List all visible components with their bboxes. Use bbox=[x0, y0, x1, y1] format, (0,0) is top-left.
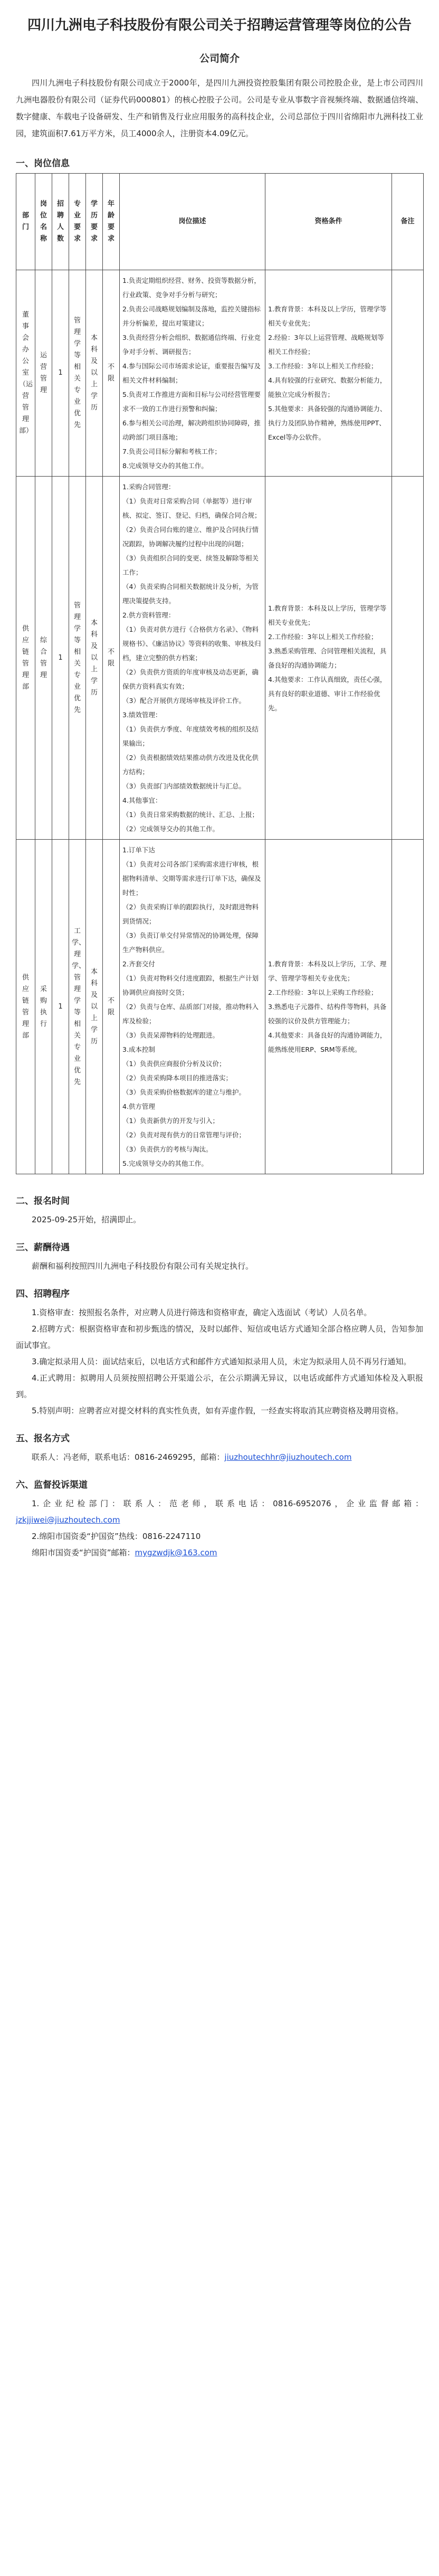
duty-line: （3）负责组织合同的变更、续签及解除等相关工作； bbox=[122, 554, 259, 576]
duty-line: （3）负责订单交付异常情况的协调处理，保障生产物料供应。 bbox=[122, 931, 259, 954]
requirement-line: 1.教育背景：本科及以上学历，管理学等相关专业优先； bbox=[268, 305, 387, 327]
section-1-heading: 一、岗位信息 bbox=[16, 158, 70, 169]
num-cell: 1 bbox=[52, 270, 69, 477]
post-cell: 采购执行 bbox=[35, 840, 52, 1174]
duty-line: 6.参与相关公司治理，解决跨组织协同障碍，推动跨部门项目落地； bbox=[122, 419, 261, 441]
sasac-email-link[interactable]: mygzwdjk@163.com bbox=[135, 1548, 217, 1557]
section-3-heading: 三、薪酬待遇 bbox=[16, 1242, 70, 1253]
procedure-item: 5.特别声明：应聘者应对提交材料的真实性负责，如有弄虚作假，一经查实将取消其应聘资格及聘用资格。 bbox=[32, 1406, 404, 1415]
requirement-line: 3.熟悉采购管理、合同管理相关流程，具备良好的沟通协调能力； bbox=[268, 647, 387, 669]
dept-cell: 供应链管理部 bbox=[16, 840, 35, 1174]
duty-line: 1.负责定期组织经营、财务、投资等数据分析，行业政策、竞争对手分析与研究； bbox=[122, 277, 261, 299]
duty-line: 4.参与国际公司市场需求论证，重要报告编写及相关文件材料编制； bbox=[122, 362, 261, 384]
duty-line: 3.绩效管理： bbox=[122, 711, 162, 719]
duties-cell bbox=[120, 840, 265, 1174]
duty-line: 1.订单下达 bbox=[122, 846, 155, 854]
duty-line: 3.成本控制 bbox=[122, 1045, 155, 1053]
post-cell: 运营管理 bbox=[35, 270, 52, 477]
contact-line bbox=[16, 1449, 423, 1466]
requirement-line: 1.教育背景：本科及以上学历，工学、理学、管理学等相关专业优先； bbox=[268, 960, 387, 982]
duty-line: （3）负责采购价格数据库的建立与维护。 bbox=[122, 1088, 245, 1096]
duty-line: 8.完成领导交办的其他工作。 bbox=[122, 462, 208, 470]
section-2 bbox=[16, 1193, 423, 1561]
dept-cell: 董事会办公室（运营管理部） bbox=[16, 270, 35, 477]
job-table bbox=[16, 173, 424, 1174]
duty-line: （2）负责合同台账的建立、维护及合同执行情况跟踪，协调解决履约过程中出现的问题； bbox=[122, 526, 259, 548]
section-4-heading: 四、招聘程序 bbox=[16, 1289, 70, 1299]
duties-cell bbox=[120, 270, 265, 477]
header-cell: 年龄要求 bbox=[103, 174, 120, 270]
duty-line: （1）负责对日常采购合同（单据等）进行审核、拟定、签订、登记、归档，确保合同合规； bbox=[122, 497, 261, 519]
requirement-line: 4.具有较强的行业研究、数据分析能力，能独立完成分析报告； bbox=[268, 376, 387, 398]
note-cell bbox=[392, 270, 424, 477]
header-cell: 资格条件 bbox=[265, 174, 392, 270]
num-cell: 1 bbox=[52, 840, 69, 1174]
duty-line: （3）负责供方的考核与淘汰。 bbox=[122, 1145, 213, 1153]
section-5-heading: 五、报名方式 bbox=[16, 1433, 70, 1444]
duty-line: （2）负责采购降本项目的推进落实； bbox=[122, 1074, 232, 1082]
dept-cell: 供应链管理部 bbox=[16, 477, 35, 840]
duty-line: （1）负责对公司各部门采购需求进行审核，根据物料清单、交期等需求进行订单下达，确保及时性； bbox=[122, 860, 261, 897]
age-cell: 不限 bbox=[103, 477, 120, 840]
duty-line: （1）负责对物料交付进度跟踪，根据生产计划协调供应商按时交货； bbox=[122, 974, 259, 996]
major-cell: 管理学等相关专业优先 bbox=[69, 477, 86, 840]
duty-line: 5.完成领导交办的其他工作。 bbox=[122, 1159, 208, 1167]
table-row bbox=[16, 477, 424, 840]
requirements-cell bbox=[265, 840, 392, 1174]
table-header-row bbox=[16, 174, 424, 270]
procedure-item: 4.正式聘用：拟聘用人员须按照招聘公开渠道公示，在公示期满无异议，以电话或邮件方式通知体检及入职报到。 bbox=[16, 1373, 423, 1399]
requirement-line: 5.其他要求：具备较强的沟通协调能力、执行力及团队协作精神，熟练使用PPT、Excel等办公软件。 bbox=[268, 405, 387, 441]
procedure-item: 3.确定拟录用人员：面试结束后，以电话方式和邮件方式通知拟录用人员，未定为拟录用人员不再另行通知。 bbox=[32, 1357, 412, 1366]
section-2-heading: 二、报名时间 bbox=[16, 1196, 70, 1206]
duty-line: 1.采购合同管理： bbox=[122, 483, 175, 491]
duty-line: 2.供方资料管理： bbox=[122, 611, 175, 619]
table-row bbox=[16, 270, 424, 477]
duties-cell bbox=[120, 477, 265, 840]
duty-line: 2.齐套交付 bbox=[122, 960, 155, 968]
procedure-item: 2.招聘方式：根据资格审查和初步甄选的情况，及时以邮件、短信或电话方式通知全部合格应聘人员，告知参加面试事宜。 bbox=[16, 1324, 423, 1350]
header-cell: 专业要求 bbox=[69, 174, 86, 270]
note-cell bbox=[392, 840, 424, 1174]
duty-line: （2）负责根据绩效结果推动供方改进及优化供方结构； bbox=[122, 754, 259, 776]
table-row bbox=[16, 840, 424, 1174]
duty-line: （2）负责对现有供方的日常管理与评价； bbox=[122, 1131, 245, 1139]
duty-line: （3）配合开展供方现场审核及评价工作。 bbox=[122, 697, 245, 705]
discipline-email-link[interactable]: jzkjjiwei@jiuzhoutech.com bbox=[16, 1515, 120, 1525]
requirement-line: 3.工作经验：3年以上相关工作经验； bbox=[268, 362, 378, 370]
duty-line: 2.负责公司战略规划编制及落地，监控关键指标并分析偏差，提出对策建议； bbox=[122, 305, 261, 327]
num-cell: 1 bbox=[52, 477, 69, 840]
salary-text: 薪酬和福利按照四川九洲电子科技股份有限公司有关规定执行。 bbox=[32, 1261, 254, 1271]
header-cell: 岗位描述 bbox=[120, 174, 265, 270]
page-title: 四川九洲电子科技股份有限公司关于招聘运营管理等岗位的公告 bbox=[27, 17, 412, 33]
requirement-line: 2.工作经验：3年以上相关工作经验； bbox=[268, 632, 378, 641]
requirement-line: 4.其他要求：工作认真细致，责任心强，具有良好的职业道德、审计工作经验优先。 bbox=[268, 675, 387, 712]
requirement-line: 2.工作经验：3年以上采购工作经验； bbox=[268, 988, 378, 996]
requirement-line: 1.教育背景：本科及以上学历，管理学等相关专业优先； bbox=[268, 604, 387, 626]
procedure-item: 1.资格审查：按照报名条件，对应聘人员进行筛选和资格审查，确定入选面试（考试）人员名单。 bbox=[32, 1308, 372, 1317]
contact-text: 联系人：冯老师，联系电话：0816-2469295，邮箱： bbox=[32, 1452, 225, 1462]
duty-line: （2）完成领导交办的其他工作。 bbox=[122, 825, 219, 833]
duty-line: （2）负责与仓库、品质部门对接，推动物料入库及检验； bbox=[122, 1003, 259, 1025]
header-cell: 学历要求 bbox=[86, 174, 103, 270]
post-cell: 综合管理 bbox=[35, 477, 52, 840]
duty-line: （1）负责供方季度、年度绩效考核的组织及结果输出； bbox=[122, 725, 259, 747]
edu-cell: 本科及以上学历 bbox=[86, 270, 103, 477]
supervision-text-3: 绵阳市国资委“护国资”邮箱： bbox=[32, 1548, 135, 1557]
age-cell: 不限 bbox=[103, 270, 120, 477]
duty-line: （1）负责新供方的开发与引入； bbox=[122, 1117, 219, 1125]
supervision-text-1: 1.企业纪检部门：联系人：范老师，联系电话：0816-6952076，企业监督邮箱： bbox=[32, 1499, 423, 1508]
hr-email-link[interactable]: jiuzhoutechhr@jiuzhoutech.com bbox=[224, 1452, 352, 1462]
note-cell bbox=[392, 477, 424, 840]
duty-line: （1）负责对供方进行《合格供方名录》、《物料规格书》、《廉洁协议》等资料的收集、审核及归档，建立完整的供方档案； bbox=[122, 625, 261, 662]
edu-cell: 本科及以上学历 bbox=[86, 840, 103, 1174]
duty-line: 4.其他事宜： bbox=[122, 796, 162, 804]
requirement-line: 3.熟悉电子元器件、结构件等物料，具备较强的议价及供方管理能力； bbox=[268, 1003, 387, 1025]
supervision-line-1 bbox=[16, 1496, 423, 1528]
duty-line: （3）负责部门内部绩效数据统计与汇总。 bbox=[122, 782, 245, 790]
requirement-line: 2.经验：3年以上运营管理、战略规划等相关工作经验； bbox=[268, 334, 384, 356]
requirements-cell bbox=[265, 477, 392, 840]
major-cell: 管理学等相关专业优先 bbox=[69, 270, 86, 477]
header-cell: 部门 bbox=[16, 174, 35, 270]
signup-time: 2025-09-25开始，招满即止。 bbox=[32, 1215, 141, 1224]
header-cell: 招聘人数 bbox=[52, 174, 69, 270]
section-6-heading: 六、监督投诉渠道 bbox=[16, 1480, 88, 1490]
supervision-line-3 bbox=[16, 1545, 423, 1561]
supervision-line-2: 2.绵阳市国资委“护国资”热线：0816-2247110 bbox=[32, 1532, 201, 1541]
edu-cell: 本科及以上学历 bbox=[86, 477, 103, 840]
requirements-cell bbox=[265, 270, 392, 477]
major-cell: 工学、理学、管理学等相关专业优先 bbox=[69, 840, 86, 1174]
requirement-line: 4.其他要求：具备良好的沟通协调能力，能熟练使用ERP、SRM等系统。 bbox=[268, 1031, 387, 1053]
header-cell: 岗位名称 bbox=[35, 174, 52, 270]
duty-line: 5.负责对工作推进方面和目标与公司经营管理要求不一致的工作进行预警和纠偏； bbox=[122, 391, 261, 413]
duty-line: 7.负责公司目标分解和考核工作； bbox=[122, 448, 221, 455]
duty-line: （3）负责呆滞物料的处理跟进。 bbox=[122, 1031, 219, 1039]
header-cell: 备注 bbox=[392, 174, 424, 270]
duty-line: （4）负责采购合同相关数据统计及分析，为管理决策提供支持。 bbox=[122, 583, 259, 605]
intro-text: 四川九洲电子科技股份有限公司成立于2000年，是四川九洲投资控股集团有限公司控股企业，是上市公司四川九洲电器股份有限公司（证券代码000801）的核心控股子公司。公司是专业从事数字音视频终端、数据通信终端、数字健康、车载电子设备研发、生产和销售及行业应用服务的高科技企业，公司总部位于四川省绵阳市九洲科技工业园，建筑面积7.61万平方米，员工4000余人，注册资本4.09亿元。 bbox=[16, 78, 423, 138]
duty-line: （1）负责供应商报价分析及议价； bbox=[122, 1060, 226, 1068]
intro-heading: 公司简介 bbox=[199, 53, 240, 64]
duty-line: 3.负责经营分析会组织、数据通信终端、行业竞争对手分析、调研报告； bbox=[122, 334, 261, 356]
duty-line: （1）负责日常采购数据的统计、汇总、上报； bbox=[122, 811, 259, 819]
age-cell: 不限 bbox=[103, 840, 120, 1174]
duty-line: 4.供方管理 bbox=[122, 1102, 155, 1110]
duty-line: （2）负责供方资质的年度审核及动态更新，确保供方资料真实有效； bbox=[122, 668, 259, 690]
duty-line: （2）负责采购订单的跟踪执行，及时跟进物料到货情况； bbox=[122, 903, 259, 925]
